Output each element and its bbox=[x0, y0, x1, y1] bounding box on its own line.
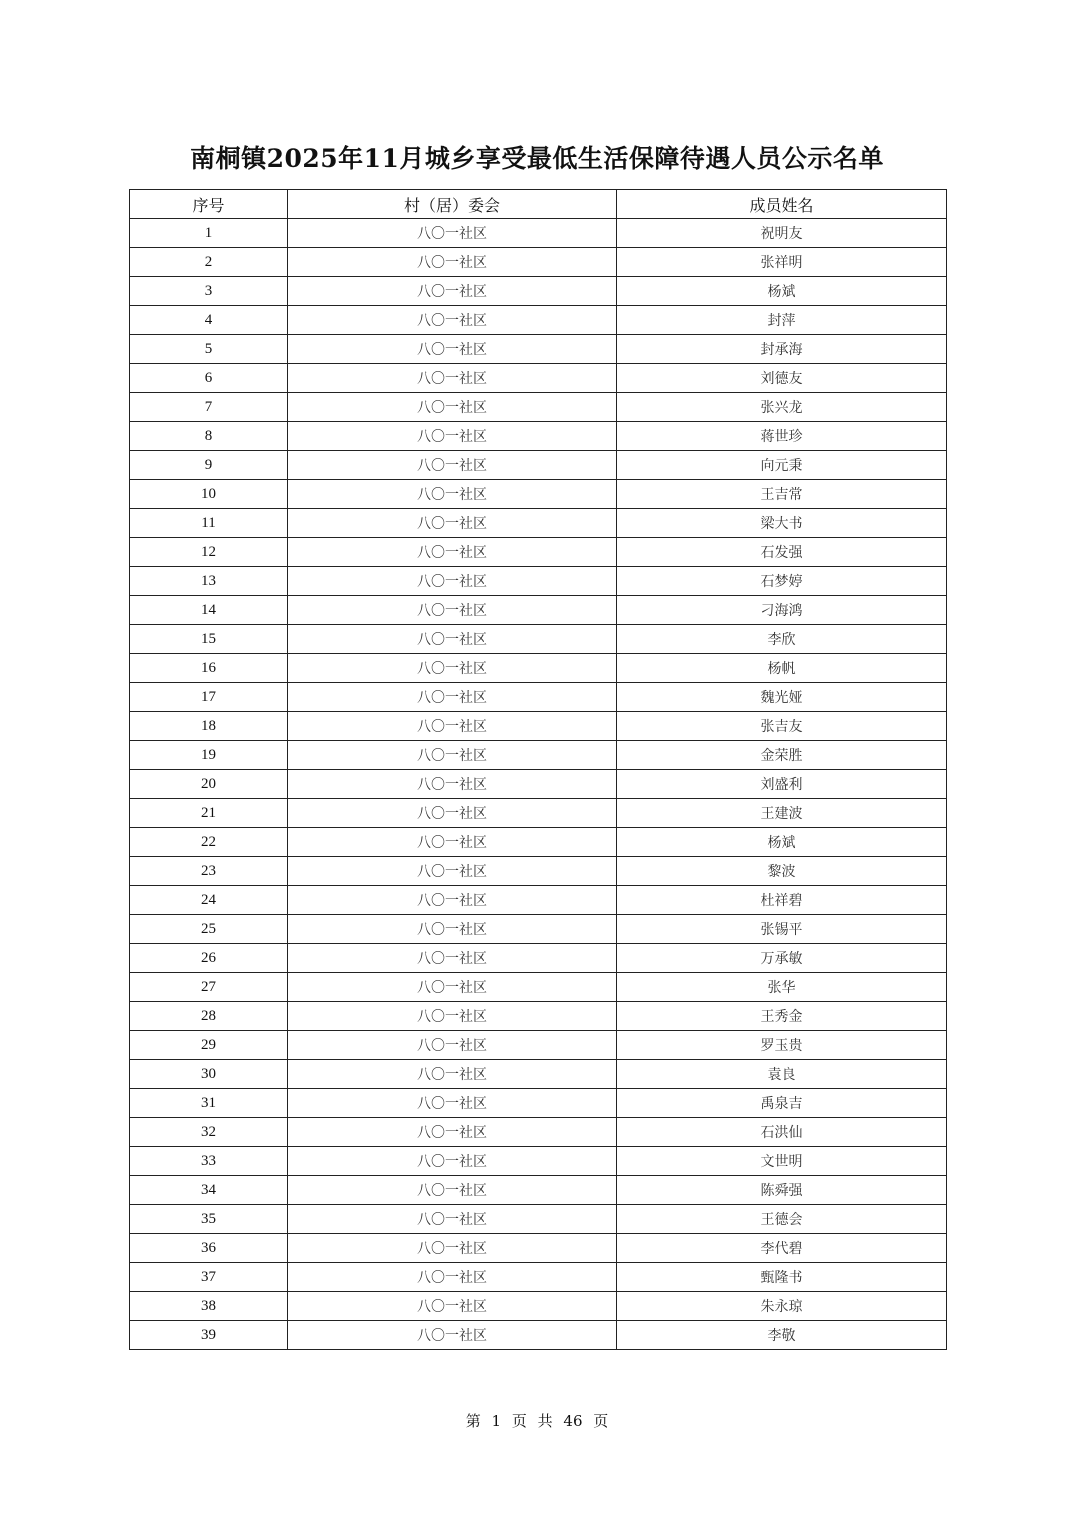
header-serial: 序号 bbox=[130, 190, 288, 219]
table-row bbox=[130, 509, 947, 538]
cell-serial: 1 bbox=[130, 219, 288, 248]
cell-member-name: 陈舜强 bbox=[617, 1176, 947, 1205]
cell-member-name: 刘德友 bbox=[617, 364, 947, 393]
cell-serial: 6 bbox=[130, 364, 288, 393]
cell-serial: 30 bbox=[130, 1060, 288, 1089]
table-row bbox=[130, 596, 947, 625]
table-row bbox=[130, 248, 947, 277]
cell-member-name: 石发强 bbox=[617, 538, 947, 567]
table-row bbox=[130, 944, 947, 973]
cell-serial: 11 bbox=[130, 509, 288, 538]
cell-member-name: 文世明 bbox=[617, 1147, 947, 1176]
cell-member-name: 李敬 bbox=[617, 1321, 947, 1350]
cell-member-name: 张锡平 bbox=[617, 915, 947, 944]
cell-committee: 八〇一社区 bbox=[288, 1205, 617, 1234]
cell-committee: 八〇一社区 bbox=[288, 335, 617, 364]
cell-serial: 5 bbox=[130, 335, 288, 364]
table-row bbox=[130, 364, 947, 393]
table-row bbox=[130, 828, 947, 857]
cell-member-name: 魏光娅 bbox=[617, 683, 947, 712]
cell-committee: 八〇一社区 bbox=[288, 683, 617, 712]
cell-serial: 29 bbox=[130, 1031, 288, 1060]
footer-current-page: 1 bbox=[491, 1412, 502, 1430]
footer-page-word: 页 bbox=[511, 1412, 527, 1430]
cell-committee: 八〇一社区 bbox=[288, 567, 617, 596]
footer-total-suffix: 页 bbox=[593, 1412, 609, 1430]
footer-prefix: 第 bbox=[465, 1412, 481, 1430]
cell-member-name: 甄隆书 bbox=[617, 1263, 947, 1292]
table-body bbox=[130, 219, 947, 1350]
cell-serial: 9 bbox=[130, 451, 288, 480]
cell-member-name: 禹泉吉 bbox=[617, 1089, 947, 1118]
cell-committee: 八〇一社区 bbox=[288, 1176, 617, 1205]
cell-serial: 32 bbox=[130, 1118, 288, 1147]
cell-committee: 八〇一社区 bbox=[288, 1089, 617, 1118]
table-row bbox=[130, 1147, 947, 1176]
cell-committee: 八〇一社区 bbox=[288, 770, 617, 799]
header-committee: 村（居）委会 bbox=[288, 190, 617, 219]
table-row bbox=[130, 1263, 947, 1292]
cell-serial: 23 bbox=[130, 857, 288, 886]
cell-member-name: 罗玉贵 bbox=[617, 1031, 947, 1060]
cell-member-name: 金荣胜 bbox=[617, 741, 947, 770]
table-row bbox=[130, 1205, 947, 1234]
cell-member-name: 万承敏 bbox=[617, 944, 947, 973]
table-row bbox=[130, 1118, 947, 1147]
cell-committee: 八〇一社区 bbox=[288, 1118, 617, 1147]
cell-serial: 37 bbox=[130, 1263, 288, 1292]
cell-member-name: 王建波 bbox=[617, 799, 947, 828]
cell-committee: 八〇一社区 bbox=[288, 364, 617, 393]
cell-serial: 16 bbox=[130, 654, 288, 683]
cell-member-name: 祝明友 bbox=[617, 219, 947, 248]
cell-committee: 八〇一社区 bbox=[288, 973, 617, 1002]
cell-committee: 八〇一社区 bbox=[288, 538, 617, 567]
cell-member-name: 杜祥碧 bbox=[617, 886, 947, 915]
table-row bbox=[130, 1031, 947, 1060]
cell-serial: 36 bbox=[130, 1234, 288, 1263]
cell-serial: 33 bbox=[130, 1147, 288, 1176]
cell-committee: 八〇一社区 bbox=[288, 393, 617, 422]
cell-serial: 28 bbox=[130, 1002, 288, 1031]
table-row bbox=[130, 538, 947, 567]
cell-member-name: 刁海鸿 bbox=[617, 596, 947, 625]
table-header-row bbox=[130, 190, 947, 219]
cell-member-name: 张华 bbox=[617, 973, 947, 1002]
document-title: 南桐镇2025年11月城乡享受最低生活保障待遇人员公示名单 bbox=[190, 144, 884, 173]
cell-serial: 14 bbox=[130, 596, 288, 625]
cell-member-name: 梁大书 bbox=[617, 509, 947, 538]
cell-committee: 八〇一社区 bbox=[288, 1060, 617, 1089]
table-row bbox=[130, 770, 947, 799]
cell-committee: 八〇一社区 bbox=[288, 857, 617, 886]
cell-member-name: 王德会 bbox=[617, 1205, 947, 1234]
table-row bbox=[130, 480, 947, 509]
cell-member-name: 杨斌 bbox=[617, 828, 947, 857]
table-row bbox=[130, 277, 947, 306]
cell-member-name: 杨帆 bbox=[617, 654, 947, 683]
table-row bbox=[130, 683, 947, 712]
table-row bbox=[130, 857, 947, 886]
cell-serial: 24 bbox=[130, 886, 288, 915]
cell-committee: 八〇一社区 bbox=[288, 1263, 617, 1292]
cell-member-name: 袁良 bbox=[617, 1060, 947, 1089]
cell-serial: 17 bbox=[130, 683, 288, 712]
cell-serial: 3 bbox=[130, 277, 288, 306]
table-row bbox=[130, 335, 947, 364]
table-row bbox=[130, 1321, 947, 1350]
cell-member-name: 石洪仙 bbox=[617, 1118, 947, 1147]
cell-committee: 八〇一社区 bbox=[288, 451, 617, 480]
table-row bbox=[130, 799, 947, 828]
cell-serial: 18 bbox=[130, 712, 288, 741]
table-row bbox=[130, 886, 947, 915]
cell-serial: 39 bbox=[130, 1321, 288, 1350]
cell-committee: 八〇一社区 bbox=[288, 799, 617, 828]
page-footer bbox=[0, 1410, 1074, 1432]
table-row bbox=[130, 219, 947, 248]
cell-serial: 19 bbox=[130, 741, 288, 770]
cell-committee: 八〇一社区 bbox=[288, 1147, 617, 1176]
table-row bbox=[130, 973, 947, 1002]
cell-member-name: 封萍 bbox=[617, 306, 947, 335]
table-row bbox=[130, 393, 947, 422]
cell-committee: 八〇一社区 bbox=[288, 654, 617, 683]
cell-serial: 25 bbox=[130, 915, 288, 944]
cell-member-name: 黎波 bbox=[617, 857, 947, 886]
cell-committee: 八〇一社区 bbox=[288, 1292, 617, 1321]
cell-member-name: 封承海 bbox=[617, 335, 947, 364]
footer-total-pages: 46 bbox=[563, 1412, 583, 1430]
table-row bbox=[130, 306, 947, 335]
cell-serial: 27 bbox=[130, 973, 288, 1002]
table-row bbox=[130, 567, 947, 596]
cell-serial: 13 bbox=[130, 567, 288, 596]
cell-committee: 八〇一社区 bbox=[288, 422, 617, 451]
cell-committee: 八〇一社区 bbox=[288, 741, 617, 770]
cell-member-name: 李代碧 bbox=[617, 1234, 947, 1263]
cell-member-name: 王秀金 bbox=[617, 1002, 947, 1031]
cell-committee: 八〇一社区 bbox=[288, 248, 617, 277]
cell-committee: 八〇一社区 bbox=[288, 509, 617, 538]
table-row bbox=[130, 915, 947, 944]
cell-serial: 21 bbox=[130, 799, 288, 828]
table-row bbox=[130, 1002, 947, 1031]
cell-committee: 八〇一社区 bbox=[288, 828, 617, 857]
cell-serial: 2 bbox=[130, 248, 288, 277]
cell-member-name: 张兴龙 bbox=[617, 393, 947, 422]
cell-member-name: 张吉友 bbox=[617, 712, 947, 741]
cell-serial: 34 bbox=[130, 1176, 288, 1205]
cell-serial: 8 bbox=[130, 422, 288, 451]
header-member-name: 成员姓名 bbox=[617, 190, 947, 219]
cell-committee: 八〇一社区 bbox=[288, 712, 617, 741]
table-row bbox=[130, 654, 947, 683]
table-row bbox=[130, 1089, 947, 1118]
cell-committee: 八〇一社区 bbox=[288, 480, 617, 509]
cell-member-name: 朱永琼 bbox=[617, 1292, 947, 1321]
cell-member-name: 王吉常 bbox=[617, 480, 947, 509]
cell-committee: 八〇一社区 bbox=[288, 944, 617, 973]
cell-member-name: 石梦婷 bbox=[617, 567, 947, 596]
cell-committee: 八〇一社区 bbox=[288, 915, 617, 944]
cell-serial: 35 bbox=[130, 1205, 288, 1234]
table-row bbox=[130, 451, 947, 480]
table-row bbox=[130, 741, 947, 770]
cell-committee: 八〇一社区 bbox=[288, 277, 617, 306]
cell-committee: 八〇一社区 bbox=[288, 625, 617, 654]
table-row bbox=[130, 625, 947, 654]
cell-committee: 八〇一社区 bbox=[288, 596, 617, 625]
cell-committee: 八〇一社区 bbox=[288, 1002, 617, 1031]
cell-committee: 八〇一社区 bbox=[288, 1234, 617, 1263]
cell-serial: 31 bbox=[130, 1089, 288, 1118]
cell-serial: 12 bbox=[130, 538, 288, 567]
cell-committee: 八〇一社区 bbox=[288, 1321, 617, 1350]
table-row bbox=[130, 1060, 947, 1089]
cell-member-name: 张祥明 bbox=[617, 248, 947, 277]
cell-member-name: 杨斌 bbox=[617, 277, 947, 306]
cell-serial: 26 bbox=[130, 944, 288, 973]
footer-total-prefix: 共 bbox=[537, 1412, 553, 1430]
cell-serial: 20 bbox=[130, 770, 288, 799]
cell-committee: 八〇一社区 bbox=[288, 1031, 617, 1060]
cell-member-name: 李欣 bbox=[617, 625, 947, 654]
cell-serial: 7 bbox=[130, 393, 288, 422]
cell-serial: 15 bbox=[130, 625, 288, 654]
table-row bbox=[130, 1234, 947, 1263]
cell-serial: 38 bbox=[130, 1292, 288, 1321]
table-row bbox=[130, 422, 947, 451]
cell-member-name: 刘盛利 bbox=[617, 770, 947, 799]
table-row bbox=[130, 1292, 947, 1321]
table-row bbox=[130, 1176, 947, 1205]
cell-serial: 4 bbox=[130, 306, 288, 335]
cell-committee: 八〇一社区 bbox=[288, 219, 617, 248]
table-row bbox=[130, 712, 947, 741]
cell-serial: 10 bbox=[130, 480, 288, 509]
cell-committee: 八〇一社区 bbox=[288, 886, 617, 915]
recipient-table bbox=[129, 189, 947, 1350]
cell-serial: 22 bbox=[130, 828, 288, 857]
cell-committee: 八〇一社区 bbox=[288, 306, 617, 335]
cell-member-name: 向元秉 bbox=[617, 451, 947, 480]
cell-member-name: 蒋世珍 bbox=[617, 422, 947, 451]
